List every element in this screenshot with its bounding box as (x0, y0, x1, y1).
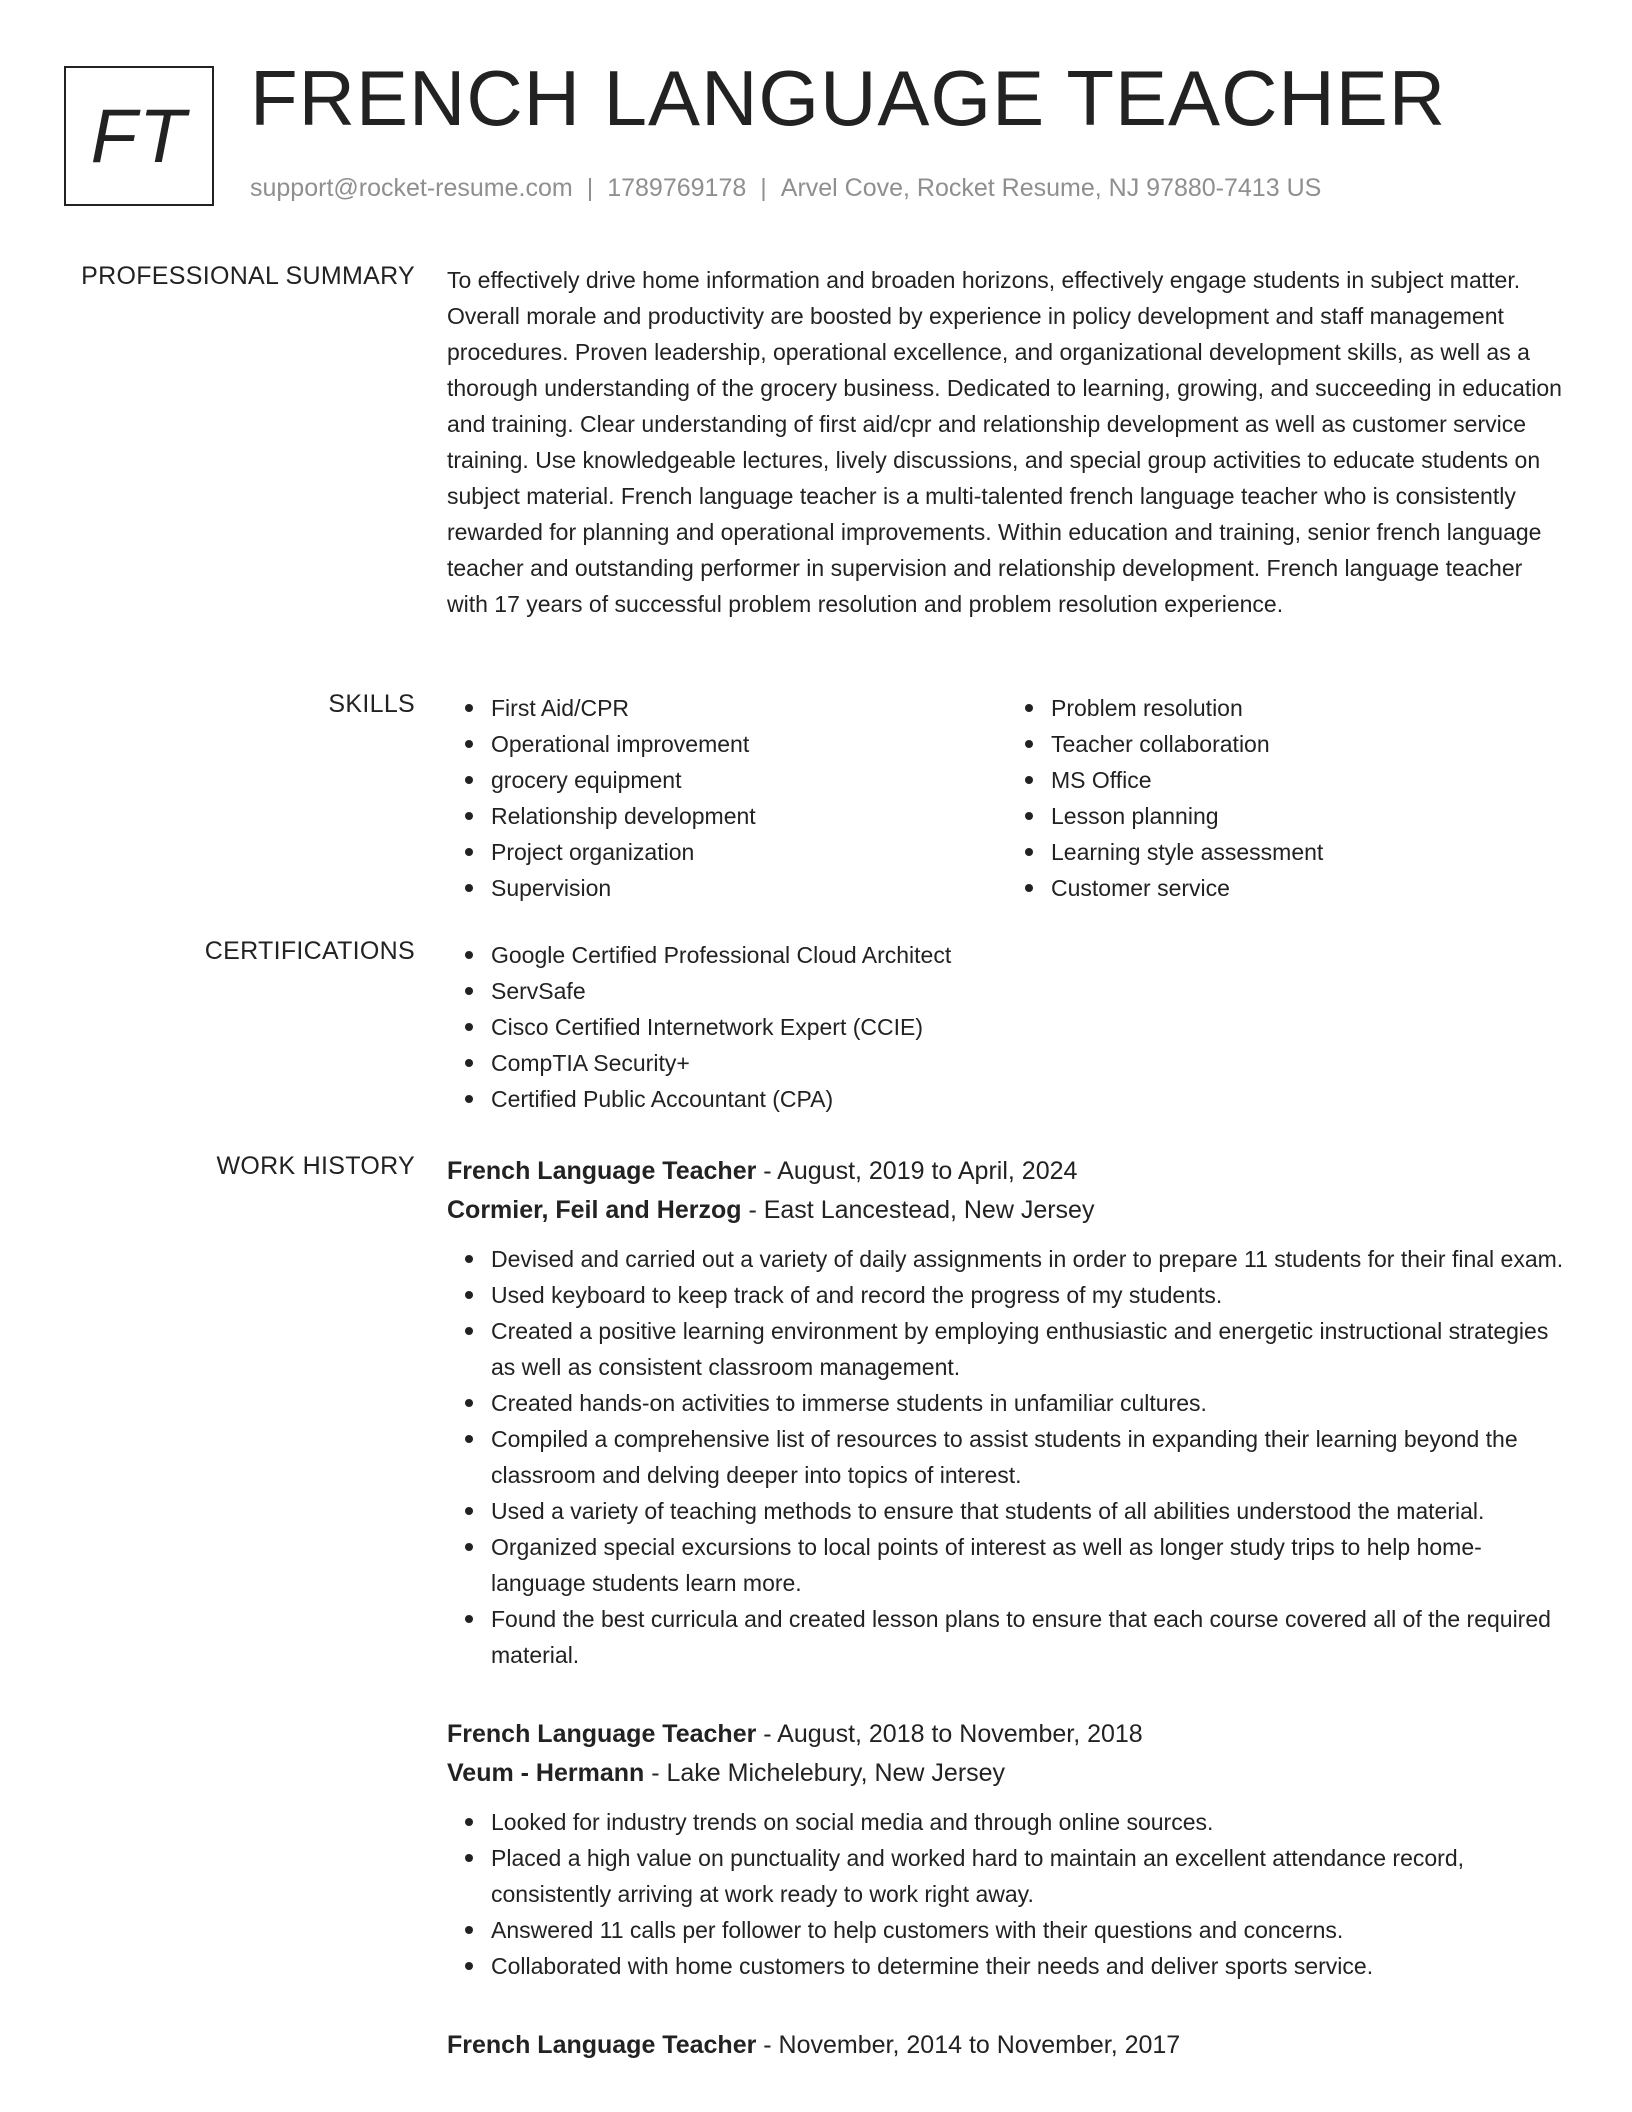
skill-item: Teacher collaboration (1051, 726, 1567, 762)
skill-item: MS Office (1051, 762, 1567, 798)
job-company: Cormier, Feil and Herzog (447, 1196, 742, 1224)
contact-email[interactable]: support@rocket-resume.com (250, 174, 573, 202)
job-duty-item: Found the best curricula and created lesson plans to ensure that each course covered all of the required material. (491, 1601, 1567, 1673)
contact-address: Arvel Cove, Rocket Resume, NJ 97880-7413 US (780, 174, 1322, 202)
skills-columns (447, 690, 1567, 906)
summary-heading: PROFESSIONAL SUMMARY (81, 262, 415, 290)
skill-item: grocery equipment (491, 762, 1007, 798)
job-location: - East Lancestead, New Jersey (741, 1196, 1095, 1224)
job-duty-item: Created a positive learning environment by employing enthusiastic and energetic instructional strategies as well as consistent classroom management. (491, 1313, 1567, 1385)
work-history-heading: WORK HISTORY (216, 1152, 415, 1180)
job-duty-item: Organized special excursions to local points of interest as well as longer study trips to help home-language students learn more. (491, 1529, 1567, 1601)
skill-item: Project organization (491, 834, 1007, 870)
job-duty-item: Placed a high value on punctuality and worked hard to maintain an excellent attendance record, consistently arriving at work ready to work right away. (491, 1840, 1567, 1912)
summary-text: To effectively drive home information and broaden horizons, effectively engage students in subject matter. Overall morale and productivity are boosted by experience in policy development and staff management procedures. Proven leadership, operational excellence, and organizational development skills, as well as a thorough understanding of the grocery business. Dedicated to learning, growing, and succeeding in education and training. Clear understanding of first aid/cpr and relationship development as well as customer service training. Use knowledgeable lectures, lively discussions, and special group activities to educate students on subject material. French language teacher is a multi-talented french language teacher who is consistently rewarded for planning and operational improvements. Within education and training, senior french language teacher and outstanding performer in supervision and relationship development. French language teacher with 17 years of successful problem resolution and problem resolution experience. (447, 267, 1562, 617)
certification-item: Google Certified Professional Cloud Architect (491, 937, 1567, 973)
certifications-list (447, 937, 1567, 1117)
job-company-line (447, 1191, 1567, 1230)
job-duty-item: Answered 11 calls per follower to help customers with their questions and concerns. (491, 1912, 1567, 1948)
skill-item: Supervision (491, 870, 1007, 906)
job-role: French Language Teacher (447, 1720, 757, 1748)
certification-item: Certified Public Accountant (CPA) (491, 1081, 1567, 1117)
job-dates: - August, 2018 to November, 2018 (756, 1720, 1143, 1748)
job-role: French Language Teacher (447, 2031, 757, 2059)
job-duty-item: Used a variety of teaching methods to ensure that students of all abilities understood the material. (491, 1493, 1567, 1529)
certifications-body (447, 937, 1567, 1117)
job-entry (447, 2026, 1567, 2065)
job-company-line (447, 1754, 1567, 1793)
job-duty-item: Created hands-on activities to immerse students in unfamiliar cultures. (491, 1385, 1567, 1421)
monogram-initials: FT (90, 93, 188, 179)
skill-item: Learning style assessment (1051, 834, 1567, 870)
job-title-line (447, 2026, 1567, 2065)
certification-item: Cisco Certified Internetwork Expert (CCIE) (491, 1009, 1567, 1045)
job-location: - Lake Michelebury, New Jersey (644, 1759, 1006, 1787)
job-entry (447, 1152, 1567, 1673)
skill-item: Problem resolution (1051, 690, 1567, 726)
job-duty-item: Used keyboard to keep track of and record the progress of my students. (491, 1277, 1567, 1313)
job-entry (447, 1715, 1567, 1984)
skill-item: Operational improvement (491, 726, 1007, 762)
skills-list-left (447, 690, 1007, 906)
contact-separator: | (586, 174, 594, 202)
job-role: French Language Teacher (447, 1157, 757, 1185)
job-duty-item: Devised and carried out a variety of daily assignments in order to prepare 11 students for their final exam. (491, 1241, 1567, 1277)
skill-item: First Aid/CPR (491, 690, 1007, 726)
skills-body (447, 690, 1567, 906)
job-duty-item: Looked for industry trends on social media and through online sources. (491, 1804, 1567, 1840)
job-dates: - August, 2019 to April, 2024 (756, 1157, 1078, 1185)
job-duties-list (447, 1804, 1567, 1984)
skill-item: Lesson planning (1051, 798, 1567, 834)
skills-list-right (1007, 690, 1567, 906)
monogram-box (64, 66, 214, 206)
skills-heading: SKILLS (328, 690, 415, 718)
contact-line (250, 174, 1321, 203)
job-dates: - November, 2014 to November, 2017 (756, 2031, 1181, 2059)
certifications-heading: CERTIFICATIONS (204, 937, 415, 965)
skill-item: Relationship development (491, 798, 1007, 834)
skill-item: Customer service (1051, 870, 1567, 906)
job-title-line (447, 1715, 1567, 1754)
job-duty-item: Collaborated with home customers to determine their needs and deliver sports service. (491, 1948, 1567, 1984)
contact-separator: | (760, 174, 767, 202)
resume-title: FRENCH LANGUAGE TEACHER (250, 54, 1447, 142)
work-history-body (447, 1152, 1567, 2107)
summary-body (447, 262, 1567, 622)
job-duty-item: Compiled a comprehensive list of resources to assist students in expanding their learning beyond the classroom and delving deeper into topics of interest. (491, 1421, 1567, 1493)
job-company: Veum - Hermann (447, 1759, 645, 1787)
certification-item: ServSafe (491, 973, 1567, 1009)
job-duties-list (447, 1241, 1567, 1673)
job-title-line (447, 1152, 1567, 1191)
certification-item: CompTIA Security+ (491, 1045, 1567, 1081)
contact-phone[interactable]: 1789769178 (607, 174, 747, 202)
